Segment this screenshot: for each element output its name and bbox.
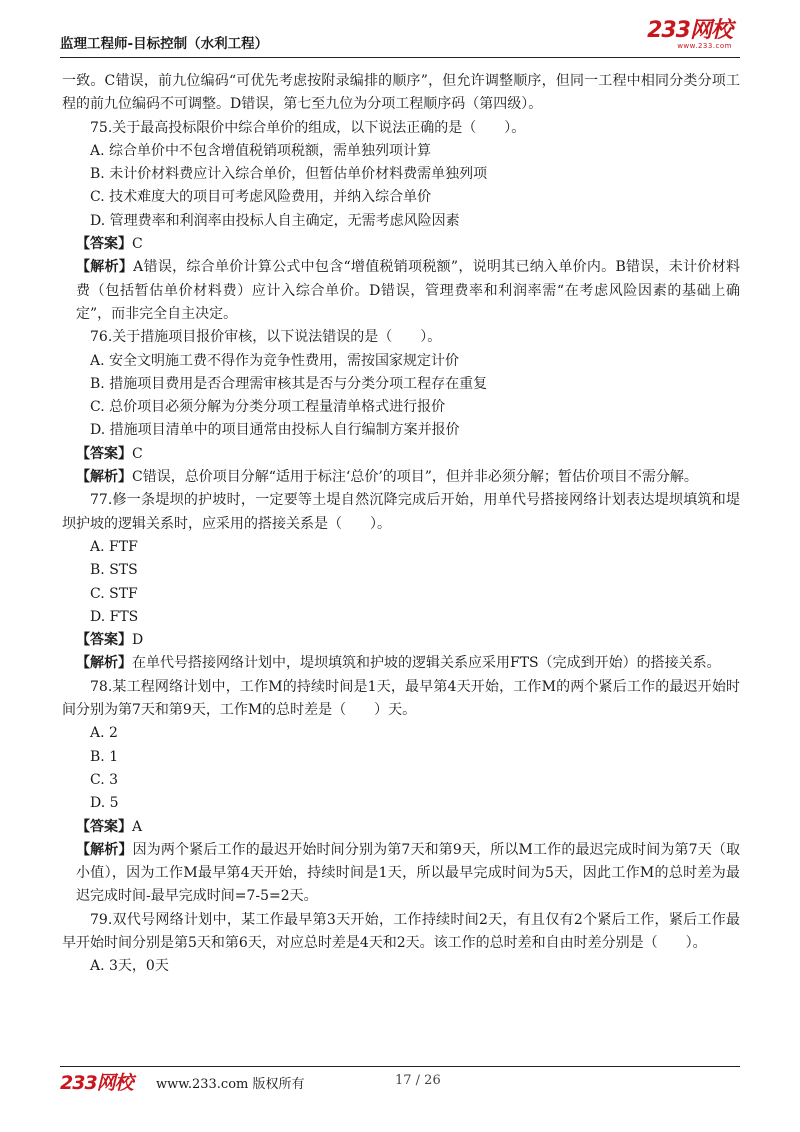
line-text: A <box>132 818 143 835</box>
line-text: 76.关于措施项目报价审核，以下说法错误的是（ ）。 <box>90 329 442 346</box>
label-tag: 【答案】 <box>76 818 132 835</box>
footer-divider <box>60 1066 740 1067</box>
page-number: 17 / 26 <box>395 1073 441 1088</box>
answer-line <box>62 233 740 256</box>
line-text: C. 总价项目必须分解为分类分项工程量清单格式进行报价 <box>90 399 446 416</box>
line-text: C. STF <box>90 585 138 602</box>
line-text: 因为两个紧后工作的最迟开始时间分别为第7天和第9天，所以M工作的最迟完成时间为第7天（取小值），因为工作M最早第4天开始，持续时间是1天，所以最早完成时间为5天，因此工作M的总时差为最迟完成时间-最早完成时间=7-5=2天。 <box>76 841 740 905</box>
line-text: B. 1 <box>90 748 119 765</box>
line-text: 78.某工程网络计划中，工作M的持续时间是1天，最早第4天开始，工作M的两个紧后工作的最迟开始时间分别为第7天和第9天，工作M的总时差是（ ）天。 <box>62 678 740 719</box>
line-text: A. FTF <box>90 538 138 555</box>
line-text: D. 管理费率和利润率由投标人自主确定，无需考虑风险因素 <box>90 212 460 229</box>
analysis-line <box>62 256 740 326</box>
text-line <box>62 210 740 233</box>
logo-url: www.233.com <box>677 42 732 50</box>
text-line <box>62 70 740 117</box>
analysis-line <box>62 652 740 675</box>
text-line <box>62 326 740 349</box>
text-line <box>62 140 740 163</box>
answer-line <box>62 443 740 466</box>
line-text: C <box>132 445 143 462</box>
header-divider <box>60 57 740 58</box>
label-tag: 【解析】 <box>76 469 132 486</box>
label-tag: 【答案】 <box>76 445 132 462</box>
text-line <box>62 676 740 723</box>
line-text: A. 综合单价中不包含增值税销项税额，需单独列项计算 <box>90 142 432 159</box>
text-line <box>62 373 740 396</box>
footer-copyright: www.233.com 版权所有 <box>156 1077 305 1092</box>
label-tag: 【答案】 <box>76 632 132 649</box>
text-line <box>62 350 740 373</box>
line-text: C错误，总价项目分解“适用于标注‘总价’的项目”，但并非必须分解；暂估价项目不需分解。 <box>132 469 698 486</box>
text-line <box>62 536 740 559</box>
text-line <box>62 746 740 769</box>
page-header <box>60 18 740 58</box>
line-text: 在单代号搭接网络计划中，堤坝填筑和护坡的逻辑关系应采用FTS（完成到开始）的搭接关系。 <box>132 655 721 672</box>
text-line <box>62 722 740 745</box>
text-line <box>62 186 740 209</box>
analysis-line <box>62 839 740 909</box>
text-line <box>62 769 740 792</box>
line-text: A. 安全文明施工费不得作为竞争性费用，需按国家规定计价 <box>90 352 460 369</box>
line-text: C. 技术难度大的项目可考虑风险费用，并纳入综合单价 <box>90 189 432 206</box>
text-line <box>62 419 740 442</box>
line-text: A. 3天，0天 <box>90 958 169 975</box>
text-line <box>62 909 740 956</box>
line-text: C. 3 <box>90 771 119 788</box>
text-line <box>62 955 740 978</box>
analysis-line <box>62 466 740 489</box>
label-tag: 【解析】 <box>76 841 133 858</box>
text-line <box>62 792 740 815</box>
label-tag: 【答案】 <box>76 236 132 253</box>
text-line <box>62 163 740 186</box>
footer-logo: 233网校 <box>60 1072 133 1094</box>
logo-text: 233网校 <box>647 18 732 43</box>
document-body <box>62 70 740 979</box>
line-text: B. STS <box>90 562 138 579</box>
text-line <box>62 583 740 606</box>
line-text: A. 2 <box>90 725 118 742</box>
brand-logo <box>647 20 732 50</box>
answer-line <box>62 816 740 839</box>
line-text: A错误，综合单价计算公式中包含“增值税销项税额”，说明其已纳入单价内。B错误，未计价材料费（包括暂估单价材料费）应计入综合单价。D错误，管理费率和利润率需“在考虑风险因素的基础上确定”，而非完全自主决定。 <box>76 259 741 322</box>
text-line <box>62 117 740 140</box>
line-text: 一致。C错误，前九位编码“可优先考虑按附录编排的顺序”，但允许调整顺序，但同一工程中相同分类分项工程的前九位编码不可调整。D错误，第七至九位为分项工程顺序码（第四级）。 <box>62 73 740 113</box>
line-text: D. 措施项目清单中的项目通常由投标人自行编制方案并报价 <box>90 422 460 439</box>
text-line <box>62 559 740 582</box>
line-text: 79.双代号网络计划中，某工作最早第3天开始，工作持续时间2天，有且仅有2个紧后工作，紧后工作最早开始时间分别是第5天和第6天，对应总时差是4天和2天。该工作的总时差和自由时差分别是（ ）。 <box>62 911 740 951</box>
page-footer <box>60 1070 740 1094</box>
line-text: D. FTS <box>90 608 139 625</box>
line-text: B. 措施项目费用是否合理需审核其是否与分类分项工程存在重复 <box>90 375 488 392</box>
document-title: 监理工程师-目标控制（水利工程） <box>60 36 269 52</box>
line-text: 77.修一条堤坝的护坡时，一定要等土堤自然沉降完成后开始，用单代号搭接网络计划表达堤坝填筑和堤坝护坡的逻辑关系时，应采用的搭接关系是（ ）。 <box>62 492 740 532</box>
label-tag: 【解析】 <box>76 259 134 276</box>
text-line <box>62 396 740 419</box>
label-tag: 【解析】 <box>76 655 132 672</box>
text-line <box>62 489 740 536</box>
line-text: D. 5 <box>90 795 119 812</box>
line-text: C <box>132 236 143 253</box>
answer-line <box>62 629 740 652</box>
line-text: 75.关于最高投标限价中综合单价的组成，以下说法正确的是（ ）。 <box>90 119 526 136</box>
line-text: D <box>132 632 144 649</box>
text-line <box>62 606 740 629</box>
line-text: B. 未计价材料费应计入综合单价，但暂估单价材料费需单独列项 <box>90 166 488 183</box>
